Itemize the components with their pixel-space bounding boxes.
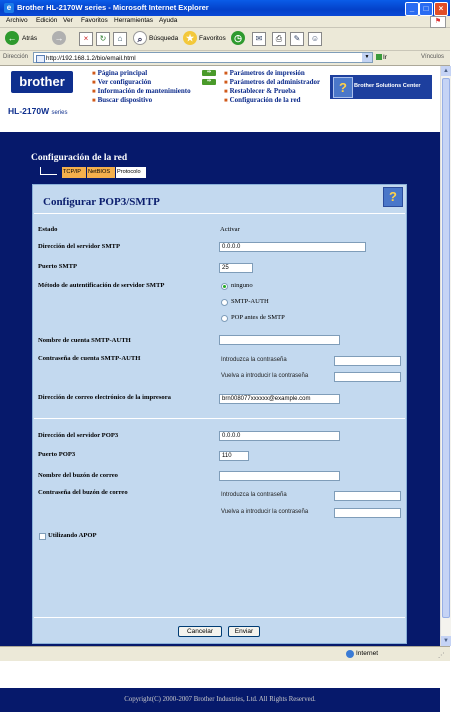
close-button[interactable]: × bbox=[434, 2, 448, 16]
title-bar bbox=[0, 0, 450, 16]
smtp-server-label: Dirección del servidor SMTP bbox=[38, 243, 120, 250]
tab-netbios[interactable]: NetBIOS bbox=[87, 167, 115, 178]
model-name: HL-2170W series bbox=[8, 106, 68, 116]
nav-view-config[interactable]: ■ Ver configuración bbox=[92, 78, 152, 86]
apop-checkbox[interactable] bbox=[39, 533, 46, 540]
enter-password-label: Introduzca la contraseña bbox=[221, 357, 287, 363]
address-dropdown-icon[interactable]: ▼ bbox=[362, 53, 372, 62]
internet-zone-icon bbox=[346, 650, 354, 658]
back-label[interactable]: Atrás bbox=[22, 35, 38, 42]
vertical-scrollbar[interactable] bbox=[440, 66, 451, 646]
refresh-icon[interactable]: ↻ bbox=[96, 32, 110, 46]
pop3-smtp-panel bbox=[32, 184, 407, 644]
mail-icon[interactable]: ✉ bbox=[252, 32, 266, 46]
pop3-port-label: Puerto POP3 bbox=[38, 451, 76, 458]
brother-logo: brother bbox=[11, 71, 73, 93]
tab-protocolo[interactable]: Protocolo bbox=[116, 167, 146, 178]
smtp-port-label: Puerto SMTP bbox=[38, 263, 78, 270]
links-label[interactable]: Vínculos bbox=[420, 54, 444, 60]
go-button[interactable]: Ir bbox=[383, 54, 387, 61]
menu-archivo[interactable]: Archivo bbox=[6, 17, 28, 24]
menu-herramientas[interactable]: Herramientas bbox=[114, 17, 154, 24]
maximize-button[interactable]: □ bbox=[419, 2, 433, 16]
windows-flag-icon: ⚑ bbox=[430, 16, 446, 28]
question-icon: ? bbox=[333, 77, 353, 98]
smtp-port-input[interactable]: 25 bbox=[219, 263, 253, 273]
nav-maintenance[interactable]: ■ Información de mantenimiento bbox=[92, 87, 191, 95]
mailbox-label: Nombre del buzón de correo bbox=[38, 472, 118, 479]
window-title: Brother HL-2170W series - Microsoft Internet Explorer bbox=[17, 3, 209, 12]
ie-icon: e bbox=[4, 3, 14, 13]
history-icon[interactable]: ◷ bbox=[231, 31, 245, 45]
submit-button[interactable]: Enviar bbox=[228, 626, 260, 637]
section-title: Configuración de la red bbox=[31, 153, 128, 163]
messenger-icon[interactable]: ☺ bbox=[308, 32, 322, 46]
solutions-center-button[interactable]: ? Brother Solutions Center bbox=[330, 75, 432, 99]
apop-label[interactable]: Utilizando APOP bbox=[48, 532, 97, 539]
address-label: Dirección bbox=[3, 54, 29, 60]
divider bbox=[34, 418, 405, 419]
help-icon[interactable]: ? bbox=[383, 187, 403, 207]
pop3-port-input[interactable]: 110 bbox=[219, 451, 249, 461]
print-icon[interactable]: ⎙ bbox=[272, 32, 286, 46]
search-icon[interactable]: ⌕ bbox=[133, 31, 147, 45]
menu-edicion[interactable]: Edición bbox=[36, 17, 58, 24]
pop3-server-input[interactable]: 0.0.0.0 bbox=[219, 431, 340, 441]
reenter-password-label: Vuelva a introducir la contraseña bbox=[221, 373, 309, 379]
scroll-down-icon[interactable]: ▼ bbox=[441, 636, 451, 646]
reenter-password-label: Vuelva a introducir la contraseña bbox=[221, 509, 309, 515]
radio-ninguno[interactable] bbox=[221, 283, 228, 290]
page-icon bbox=[36, 55, 45, 63]
menu-ver[interactable]: Ver bbox=[63, 17, 73, 24]
nav-print-params[interactable]: ⇒ ■ Parámetros de impresión bbox=[224, 69, 305, 77]
menu-ayuda[interactable]: Ayuda bbox=[159, 17, 178, 24]
radio-smtp-auth[interactable] bbox=[221, 299, 228, 306]
resize-grip-icon[interactable]: ⋰ bbox=[438, 652, 445, 659]
mailbox-password-label: Contraseña del buzón de correo bbox=[38, 489, 128, 496]
mailbox-password-input[interactable] bbox=[334, 491, 401, 501]
copyright-footer: Copyright(C) 2000-2007 Brother Industries, Ltd. All Rights Reserved. bbox=[0, 688, 440, 712]
smtp-server-input[interactable]: 0.0.0.0 bbox=[219, 242, 366, 252]
radio-ninguno-label[interactable]: ninguno bbox=[231, 282, 253, 289]
back-arrow-icon[interactable]: ← bbox=[5, 31, 19, 45]
home-icon[interactable]: ⌂ bbox=[113, 32, 127, 46]
search-label[interactable]: Búsqueda bbox=[149, 35, 179, 42]
minimize-button[interactable]: _ bbox=[405, 2, 419, 16]
divider bbox=[34, 213, 405, 214]
menu-favoritos[interactable]: Favoritos bbox=[81, 17, 108, 24]
email-input[interactable]: brn008077xxxxxx@example.com bbox=[219, 394, 340, 404]
nav-admin-params[interactable]: ⇒ ■ Parámetros del administrador bbox=[224, 78, 320, 86]
form-title: Configurar POP3/SMTP bbox=[43, 196, 160, 208]
cancel-button[interactable]: Cancelar bbox=[178, 626, 222, 637]
zone-label: Internet bbox=[356, 650, 379, 657]
address-bar bbox=[0, 51, 450, 66]
radio-pop-before-smtp-label[interactable]: POP antes de SMTP bbox=[231, 314, 285, 321]
estado-label: Estado bbox=[38, 226, 58, 233]
forward-arrow-icon[interactable]: → bbox=[52, 31, 66, 45]
smtp-password-confirm-input[interactable] bbox=[334, 372, 401, 382]
estado-value: Activar bbox=[220, 226, 240, 233]
scroll-up-icon[interactable]: ▲ bbox=[441, 66, 451, 76]
address-input[interactable] bbox=[33, 52, 373, 63]
nav-network-config[interactable]: ■ Configuración de la red bbox=[224, 96, 301, 104]
address-url: http://192.168.1.2/bio/email.html bbox=[46, 55, 136, 62]
auth-method-label: Método de autentificación de servidor SMTP bbox=[38, 282, 165, 289]
divider bbox=[34, 617, 405, 618]
printer-header bbox=[0, 66, 440, 132]
pop3-server-label: Dirección del servidor POP3 bbox=[38, 432, 119, 439]
favorites-star-icon[interactable]: ★ bbox=[183, 31, 197, 45]
tree-line bbox=[40, 167, 57, 175]
scroll-thumb[interactable] bbox=[442, 78, 450, 618]
email-label: Dirección de correo electrónico de la impresora bbox=[38, 394, 171, 401]
active-arrow-icon: ⇒ bbox=[202, 79, 216, 85]
mailbox-password-confirm-input[interactable] bbox=[334, 508, 401, 518]
smtp-account-label: Nombre de cuenta SMTP-AUTH bbox=[38, 337, 131, 344]
active-arrow-icon: ⇒ bbox=[202, 70, 216, 76]
smtp-password-input[interactable] bbox=[334, 356, 401, 366]
radio-smtp-auth-label[interactable]: SMTP-AUTH bbox=[231, 298, 269, 305]
menu-bar bbox=[0, 16, 450, 28]
edit-icon[interactable]: ✎ bbox=[290, 32, 304, 46]
nav-reset-test[interactable]: ■ Restablecer & Prueba bbox=[224, 87, 296, 95]
stop-icon[interactable]: × bbox=[79, 32, 93, 46]
nav-home[interactable]: ■ Página principal bbox=[92, 69, 148, 77]
go-arrow-icon[interactable] bbox=[376, 54, 382, 60]
smtp-account-input[interactable] bbox=[219, 335, 340, 345]
status-bar bbox=[0, 646, 450, 661]
radio-pop-before-smtp[interactable] bbox=[221, 315, 228, 322]
nav-find-device[interactable]: ■ Buscar dispositivo bbox=[92, 96, 153, 104]
toolbar bbox=[0, 28, 450, 51]
mailbox-input[interactable] bbox=[219, 471, 340, 481]
favorites-label[interactable]: Favoritos bbox=[199, 35, 226, 42]
enter-password-label: Introduzca la contraseña bbox=[221, 492, 287, 498]
tab-tcpip[interactable]: TCP/IP bbox=[62, 167, 86, 178]
smtp-password-label: Contraseña de cuenta SMTP-AUTH bbox=[38, 355, 141, 362]
